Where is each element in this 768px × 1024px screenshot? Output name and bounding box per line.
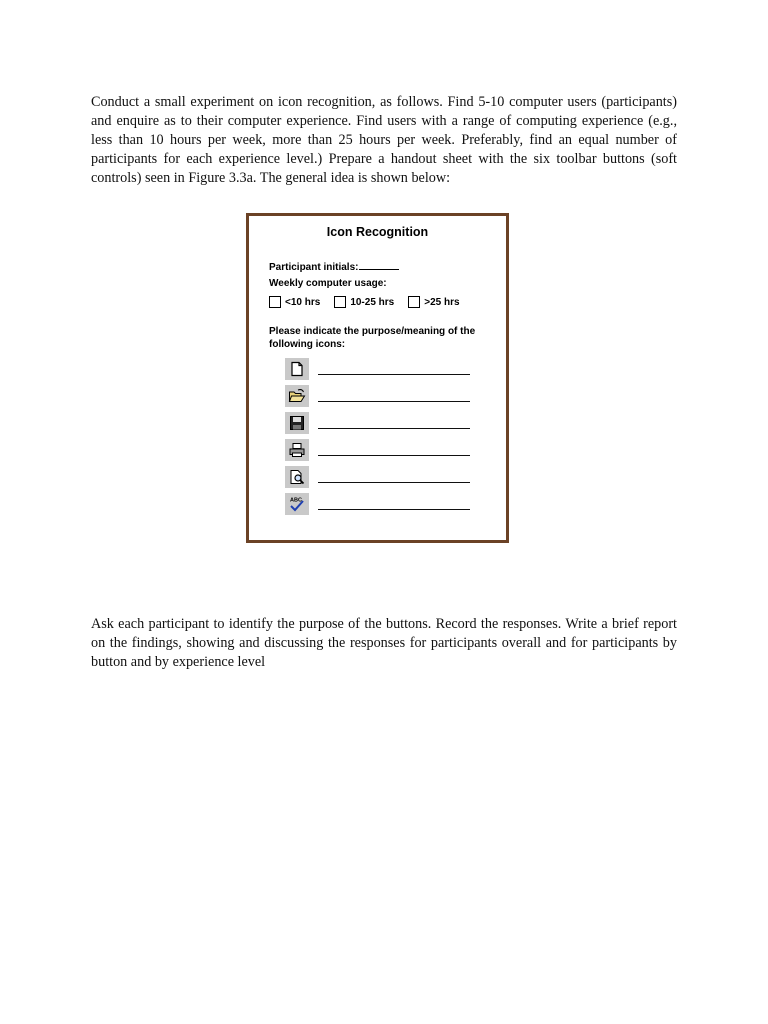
icon-row bbox=[285, 493, 470, 515]
closing-paragraph: Ask each participant to identify the purpose of the buttons. Record the responses. Write a brief report on the findings, showing and discussing the responses for participants overall and for participants by button and by experience level bbox=[91, 616, 677, 670]
icon-row bbox=[285, 358, 470, 380]
icon-row bbox=[285, 466, 470, 488]
answer-line[interactable] bbox=[318, 455, 470, 456]
initials-blank bbox=[359, 260, 399, 270]
answer-line[interactable] bbox=[318, 374, 470, 375]
icon-recognition-handout bbox=[246, 213, 509, 543]
participant-initials-line bbox=[269, 260, 399, 273]
usage-option-label: >25 hrs bbox=[424, 296, 460, 308]
answer-line[interactable] bbox=[318, 509, 470, 510]
print-icon bbox=[285, 439, 309, 461]
participant-initials-label: Participant initials: bbox=[269, 262, 359, 273]
icon-row bbox=[285, 412, 470, 434]
usage-options bbox=[269, 296, 474, 308]
handout-title: Icon Recognition bbox=[326, 225, 429, 239]
checkbox[interactable] bbox=[408, 296, 420, 308]
icon-row bbox=[285, 439, 470, 461]
checkbox[interactable] bbox=[334, 296, 346, 308]
usage-option-label: <10 hrs bbox=[285, 296, 321, 308]
spell-check-label: ABC bbox=[290, 497, 302, 504]
spell-check-icon bbox=[285, 493, 309, 515]
answer-line[interactable] bbox=[318, 428, 470, 429]
intro-paragraph: Conduct a small experiment on icon recognition, as follows. Find 5-10 computer users (participants) and enquire as to their computer experience. Find users with a range of computing experience (e.g., less than 10 hours per week, more than 25 hours per week. Preferably, find an equal number of participants for each experience level.) Prepare a handout sheet with the six toolbar buttons (soft controls) seen in Figure 3.3a. The general idea is shown below: bbox=[91, 94, 677, 186]
usage-option bbox=[334, 296, 394, 308]
instruction-prompt: Please indicate the purpose/meaning of the following icons: bbox=[269, 326, 476, 350]
checkbox[interactable] bbox=[269, 296, 281, 308]
open-folder-icon bbox=[285, 385, 309, 407]
usage-option bbox=[269, 296, 320, 308]
new-document-icon bbox=[285, 358, 309, 380]
usage-option-label: 10-25 hrs bbox=[350, 296, 395, 308]
answer-line[interactable] bbox=[318, 482, 470, 483]
print-preview-icon bbox=[285, 466, 309, 488]
usage-label: Weekly computer usage: bbox=[269, 278, 387, 289]
usage-option bbox=[408, 296, 459, 308]
save-disk-icon bbox=[285, 412, 309, 434]
answer-line[interactable] bbox=[318, 401, 470, 402]
icon-row bbox=[285, 385, 470, 407]
